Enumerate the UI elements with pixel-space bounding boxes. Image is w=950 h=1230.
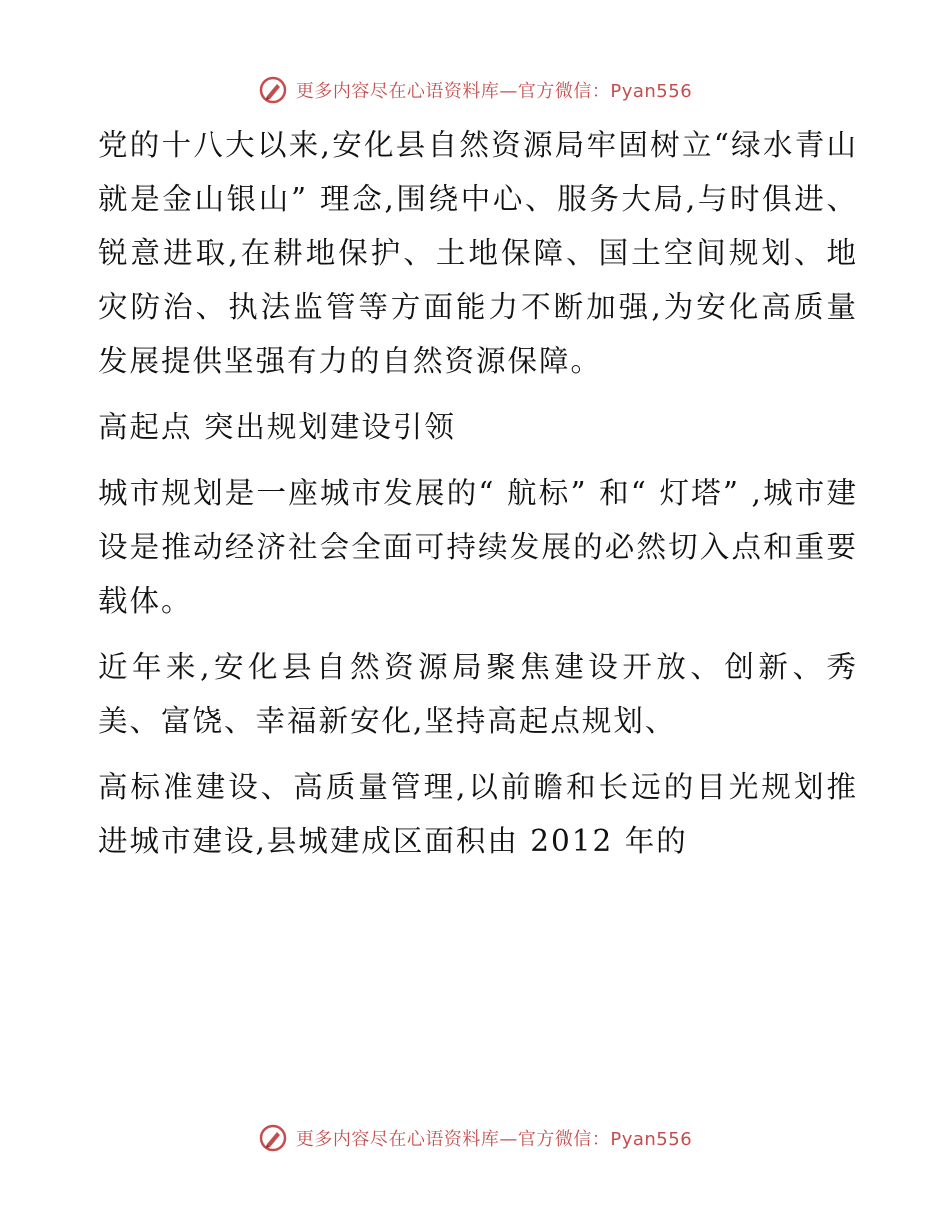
- watermark-text: 更多内容尽在心语资料库—官方微信：Pyan556: [295, 1129, 693, 1150]
- paragraph-high-standard: 高标准建设、高质量管理,以前瞻和长远的目光规划推进城市建设,县城建成区面积由 2012 年的: [98, 770, 858, 858]
- section-heading: 高起点 突出规划建设引领: [98, 410, 456, 444]
- pen-logo-icon: [258, 1123, 288, 1153]
- watermark-text: 更多内容尽在心语资料库—官方微信：Pyan556: [295, 81, 693, 102]
- watermark-footer: [0, 1116, 950, 1160]
- paragraph-intro: 党的十八大以来,安化县自然资源局牢固树立“绿水青山就是金山银山” 理念,围绕中心、服务大局,与时俱进、锐意进取,在耕地保护、土地保障、国土空间规划、地灾防治、执法监管等方面能力不断加强,为安化高质量发展提供坚强有力的自然资源保障。: [98, 128, 858, 378]
- paragraph-recent-years: 近年来,安化县自然资源局聚焦建设开放、创新、秀美、富饶、幸福新安化,坚持高起点规划、: [98, 650, 858, 738]
- document-body: [98, 118, 858, 868]
- paragraph-urban-planning: 城市规划是一座城市发展的“ 航标” 和“ 灯塔” ,城市建设是推动经济社会全面可持续发展的必然切入点和重要载体。: [98, 476, 858, 618]
- pen-logo-icon: [258, 75, 288, 105]
- watermark-header: [0, 68, 950, 112]
